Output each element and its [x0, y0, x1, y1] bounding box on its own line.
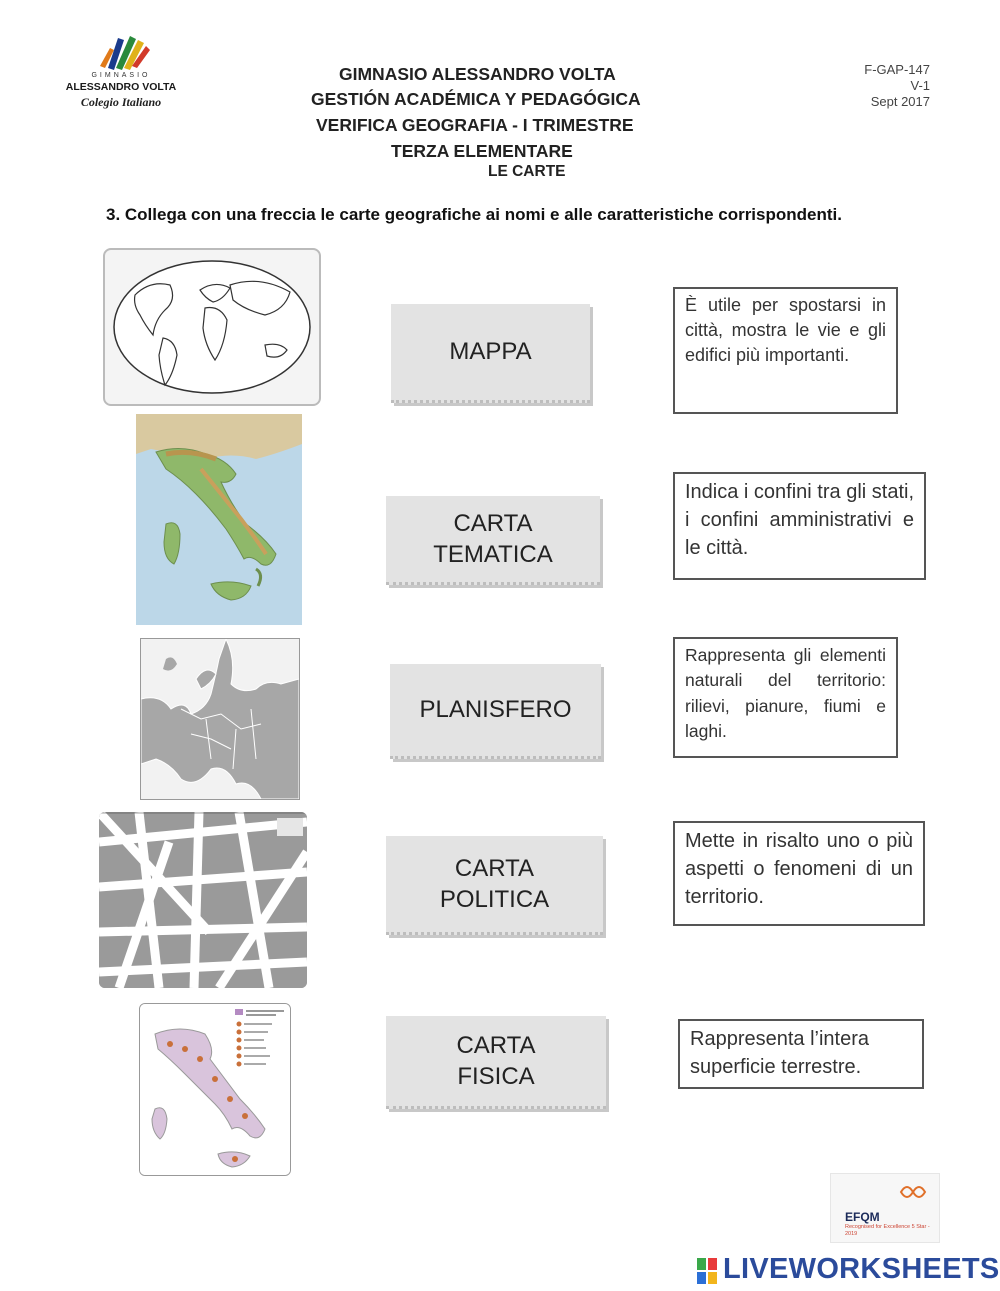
name-tag-planisfero[interactable]	[390, 664, 601, 759]
logo-subtitle: Colegio Italiano	[80, 95, 162, 109]
name-tag-line: FISICA	[457, 1063, 535, 1090]
italy-physical-map-icon	[136, 414, 302, 625]
document-date: Sept 2017	[870, 94, 930, 109]
europe-political-outline-map-icon	[141, 639, 299, 799]
name-tag-line: PLANISFERO	[419, 696, 572, 724]
name-tag-carta-fisica[interactable]	[386, 1016, 606, 1109]
header-title-line: GIMNASIO ALESSANDRO VOLTA	[339, 64, 616, 84]
header-title-line: GESTIÓN ACADÉMICA Y PEDAGÓGICA	[311, 89, 641, 109]
map-image-3[interactable]	[140, 638, 300, 800]
map-image-1[interactable]	[103, 248, 321, 406]
name-tag-carta-politica[interactable]	[386, 836, 603, 935]
name-tag-line: CARTA	[454, 854, 535, 882]
logo-small-label: GIMNASIO	[91, 72, 151, 79]
document-version: V-1	[910, 78, 930, 93]
name-tag-mappa[interactable]	[391, 304, 590, 403]
logo-school-name: ALESSANDRO VOLTA	[65, 81, 177, 93]
map-image-2[interactable]	[136, 414, 302, 625]
map-image-5[interactable]	[139, 1003, 291, 1176]
name-tag-line: CARTA	[456, 1031, 536, 1059]
efqm-subtitle: Recognised for Excellence 5 Star - 2019	[845, 1224, 930, 1237]
document-code: F-GAP-147	[864, 62, 930, 77]
world-outline-map-icon	[105, 250, 319, 404]
name-tag-line: POLITICA	[439, 886, 550, 913]
name-tag-line: MAPPA	[449, 338, 532, 366]
efqm-infinity-icon	[831, 1174, 939, 1214]
description-box-5[interactable]: Rappresenta l’intera superficie terrestre.	[678, 1019, 924, 1089]
worksheet-topic: LE CARTE	[488, 163, 566, 180]
liveworksheets-logo-icon	[697, 1258, 717, 1284]
exercise-instruction: 3. Collega con una freccia le carte geografiche ai nomi e alle caratteristiche corrispondenti.	[106, 205, 842, 224]
city-street-map-icon	[99, 812, 307, 988]
map-image-4[interactable]	[99, 812, 307, 988]
description-box-2[interactable]: Indica i confini tra gli stati, i confini amministrativi e le città.	[673, 472, 926, 580]
name-tag-line: CARTA	[453, 509, 533, 537]
description-box-3[interactable]: Rappresenta gli elementi naturali del territorio: rilievi, pianure, fiumi e laghi.	[673, 637, 898, 758]
description-box-1[interactable]: È utile per spostarsi in città, mostra le vie e gli edifici più importanti.	[673, 287, 898, 414]
name-tag-line: TEMATICA	[433, 541, 553, 568]
header-title-line: TERZA ELEMENTARE	[391, 141, 573, 161]
liveworksheets-brand[interactable]: LIVEWORKSHEETS	[723, 1253, 1000, 1285]
header-title-line: VERIFICA GEOGRAFIA - I TRIMESTRE	[316, 115, 634, 135]
italy-thematic-map-icon	[140, 1004, 290, 1175]
name-tag-carta-tematica[interactable]	[386, 496, 600, 585]
description-box-4[interactable]: Mette in risalto uno o più aspetti o fenomeni di un territorio.	[673, 821, 925, 926]
efqm-title: EFQM	[845, 1210, 880, 1224]
